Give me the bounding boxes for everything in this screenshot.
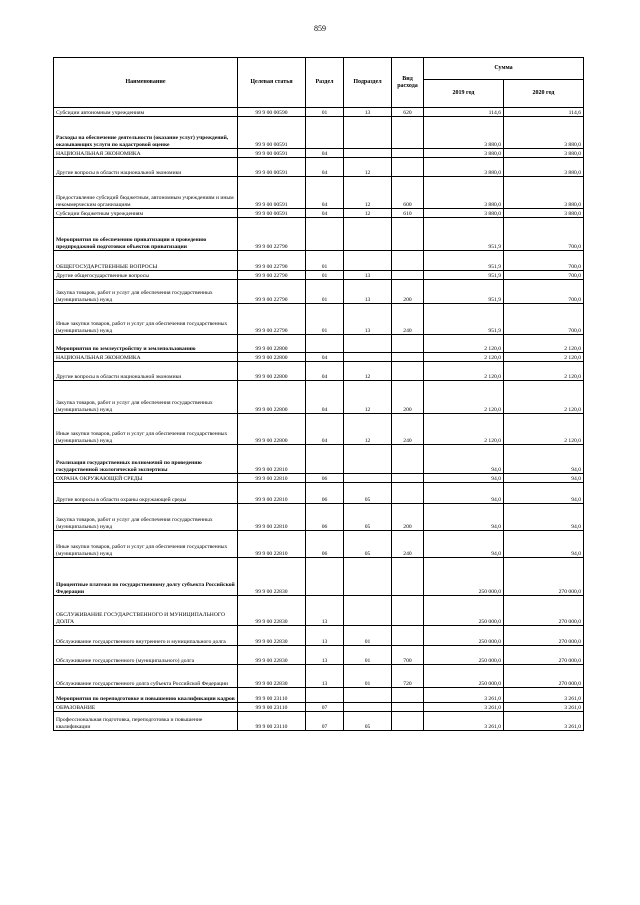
row-subsection: 12 [344,158,392,177]
table-row [54,108,584,117]
row-name: Другие вопросы в области национальной экономики [54,362,238,381]
table-row [54,474,584,483]
row-expense-type: 720 [392,665,424,688]
row-sum-2020: 94,0 [504,445,584,474]
row-name: Другие вопросы в области охраны окружающей среды [54,483,238,504]
row-sum-2019: 3 880,0 [424,149,504,158]
row-sum-2020: 94,0 [504,483,584,504]
table-row [54,531,584,558]
row-sum-2020: 94,0 [504,531,584,558]
row-section [306,117,344,149]
row-target-article: 99 9 00 22800 [238,381,306,414]
row-name: Закупка товаров, работ и услуг для обеспечения государственных (муниципальных) нужд [54,381,238,414]
row-expense-type [392,149,424,158]
row-sum-2020: 2 120,0 [504,381,584,414]
row-expense-type [392,158,424,177]
row-sum-2020: 3 880,0 [504,158,584,177]
row-subsection: 01 [344,665,392,688]
row-sum-2020: 270 000,0 [504,646,584,665]
row-sum-2019: 3 880,0 [424,177,504,209]
row-expense-type [392,362,424,381]
row-target-article: 99 9 00 00590 [238,108,306,117]
row-expense-type: 600 [392,177,424,209]
row-target-article: 99 9 00 22790 [238,280,306,304]
row-sum-2020: 3 880,0 [504,117,584,149]
row-sum-2019: 3 880,0 [424,117,504,149]
row-name: Закупка товаров, работ и услуг для обеспечения государственных (муниципальных) нужд [54,504,238,531]
header-target-article: Целевая статья [238,58,306,108]
table-row [54,688,584,703]
header-subsection: Подраздел [344,58,392,108]
row-sum-2020: 2 120,0 [504,353,584,362]
header-section: Раздел [306,58,344,108]
row-sum-2020: 700,0 [504,304,584,335]
row-sum-2019: 250 000,0 [424,558,504,596]
table-row [54,218,584,251]
row-sum-2019: 94,0 [424,504,504,531]
row-section: 04 [306,362,344,381]
row-sum-2019: 3 261,0 [424,688,504,703]
row-sum-2019: 94,0 [424,474,504,483]
row-subsection [344,703,392,712]
row-subsection [344,335,392,353]
row-section: 01 [306,280,344,304]
row-section: 01 [306,108,344,117]
table-row [54,251,584,271]
row-sum-2019: 114,6 [424,108,504,117]
row-sum-2020: 270 000,0 [504,626,584,646]
row-subsection: 05 [344,712,392,731]
row-name: Обслуживание государственного внутреннего и муниципального долга [54,626,238,646]
table-row [54,158,584,177]
row-section: 06 [306,474,344,483]
table-row [54,646,584,665]
row-subsection [344,149,392,158]
table-row [54,504,584,531]
row-target-article: 99 9 00 22800 [238,353,306,362]
row-name: Процентные платежи по государственному долгу субъекта Российской Федерации [54,558,238,596]
row-sum-2020: 2 120,0 [504,362,584,381]
row-section [306,335,344,353]
row-sum-2019: 250 000,0 [424,665,504,688]
row-subsection: 12 [344,414,392,445]
row-target-article: 99 9 00 22800 [238,362,306,381]
row-section: 04 [306,177,344,209]
row-subsection: 12 [344,177,392,209]
table-row [54,353,584,362]
row-target-article: 99 9 00 22800 [238,335,306,353]
row-name: Субсидии автономным учреждениям [54,108,238,117]
row-sum-2019: 3 261,0 [424,703,504,712]
row-target-article: 99 9 00 23110 [238,712,306,731]
table-row [54,117,584,149]
row-section: 04 [306,353,344,362]
table-row [54,209,584,218]
row-expense-type [392,445,424,474]
row-sum-2019: 250 000,0 [424,626,504,646]
row-expense-type: 240 [392,304,424,335]
row-name: Другие вопросы в области национальной экономики [54,158,238,177]
row-expense-type [392,596,424,626]
row-sum-2019: 951,9 [424,304,504,335]
row-sum-2019: 951,9 [424,251,504,271]
row-name: ОХРАНА ОКРУЖАЮЩЕЙ СРЕДЫ [54,474,238,483]
row-subsection: 01 [344,646,392,665]
table-row [54,626,584,646]
row-subsection [344,353,392,362]
row-name: Обслуживание государственного долга субъекта Российской Федерации [54,665,238,688]
row-target-article: 99 9 00 22790 [238,271,306,280]
row-sum-2019: 94,0 [424,531,504,558]
row-subsection [344,218,392,251]
row-subsection [344,474,392,483]
row-target-article: 99 9 00 22790 [238,251,306,271]
row-name: Мероприятия по переподготовке и повышению квалификации кадров [54,688,238,703]
row-section: 07 [306,712,344,731]
budget-table [53,57,584,731]
row-sum-2020: 270 000,0 [504,596,584,626]
table-row [54,712,584,731]
table-row [54,335,584,353]
row-expense-type: 700 [392,646,424,665]
table-row [54,149,584,158]
row-sum-2020: 94,0 [504,504,584,531]
table-row [54,177,584,209]
row-section: 13 [306,665,344,688]
row-name: НАЦИОНАЛЬНАЯ ЭКОНОМИКА [54,353,238,362]
table-row [54,558,584,596]
header-expense-type: Вид расхода [392,58,424,108]
row-name: Субсидии бюджетным учреждениям [54,209,238,218]
row-section [306,688,344,703]
row-subsection [344,558,392,596]
row-expense-type [392,703,424,712]
row-target-article: 99 9 00 23110 [238,703,306,712]
row-sum-2020: 700,0 [504,271,584,280]
row-name: ОБРАЗОВАНИЕ [54,703,238,712]
row-sum-2020: 3 880,0 [504,149,584,158]
row-section: 13 [306,596,344,626]
row-target-article: 99 9 00 22810 [238,445,306,474]
row-section [306,218,344,251]
row-sum-2020: 3 880,0 [504,209,584,218]
table-row [54,703,584,712]
table-row [54,665,584,688]
row-sum-2020: 270 000,0 [504,665,584,688]
row-target-article: 99 9 00 00591 [238,177,306,209]
row-name: Закупка товаров, работ и услуг для обеспечения государственных (муниципальных) нужд [54,280,238,304]
row-expense-type: 620 [392,108,424,117]
row-name: Мероприятия по землеустройству и землепользованию [54,335,238,353]
row-section: 06 [306,483,344,504]
row-section: 04 [306,209,344,218]
row-target-article: 99 9 00 00591 [238,117,306,149]
row-expense-type [392,271,424,280]
row-name: Иные закупки товаров, работ и услуг для обеспечения государственных (муниципальных) нужд [54,414,238,445]
row-name: Другие общегосударственные вопросы [54,271,238,280]
row-target-article: 99 9 00 00591 [238,158,306,177]
row-subsection: 13 [344,271,392,280]
row-sum-2020: 114,6 [504,108,584,117]
row-sum-2019: 951,9 [424,280,504,304]
row-section: 13 [306,626,344,646]
row-sum-2019: 951,9 [424,218,504,251]
table-row [54,596,584,626]
row-subsection [344,596,392,626]
row-target-article: 99 9 00 22800 [238,414,306,445]
row-name: Иные закупки товаров, работ и услуг для обеспечения государственных (муниципальных) нужд [54,304,238,335]
row-sum-2019: 2 120,0 [424,362,504,381]
header-year-2019: 2019 год [424,80,504,108]
row-target-article: 99 9 00 22830 [238,646,306,665]
row-sum-2019: 3 261,0 [424,712,504,731]
row-sum-2019: 250 000,0 [424,596,504,626]
row-sum-2019: 3 880,0 [424,158,504,177]
row-section: 01 [306,251,344,271]
row-sum-2019: 250 000,0 [424,646,504,665]
row-target-article: 99 9 00 00591 [238,209,306,218]
row-subsection: 13 [344,108,392,117]
table-row [54,414,584,445]
table-row [54,445,584,474]
row-section: 04 [306,149,344,158]
row-sum-2020: 2 120,0 [504,414,584,445]
header-year-2020: 2020 год [504,80,584,108]
header-sum: Сумма [424,58,584,80]
row-target-article: 99 9 00 22830 [238,596,306,626]
row-name: Реализация государственных полномочий по проведению государственной экологической экспертизы [54,445,238,474]
row-section: 04 [306,381,344,414]
table-row [54,362,584,381]
row-name: Предоставление субсидий бюджетным, автономным учреждениям и иным некоммерческим организациям [54,177,238,209]
row-expense-type: 200 [392,280,424,304]
row-name: Расходы на обеспечение деятельности (оказание услуг) учреждений, оказывающих услуги по кадастровой оценке [54,117,238,149]
row-subsection [344,251,392,271]
row-sum-2020: 3 261,0 [504,688,584,703]
row-target-article: 99 9 00 22830 [238,626,306,646]
row-subsection: 13 [344,280,392,304]
row-name: Обслуживание государственного (муниципального) долга [54,646,238,665]
row-sum-2019: 951,9 [424,271,504,280]
row-expense-type [392,688,424,703]
row-section: 06 [306,531,344,558]
row-sum-2020: 700,0 [504,218,584,251]
row-target-article: 99 9 00 00591 [238,149,306,158]
row-expense-type: 610 [392,209,424,218]
table-row [54,280,584,304]
row-expense-type [392,558,424,596]
row-sum-2020: 2 120,0 [504,335,584,353]
row-subsection: 01 [344,626,392,646]
row-target-article: 99 9 00 22810 [238,474,306,483]
row-sum-2020: 3 880,0 [504,177,584,209]
row-name: Иные закупки товаров, работ и услуг для обеспечения государственных (муниципальных) нужд [54,531,238,558]
row-target-article: 99 9 00 22790 [238,304,306,335]
row-sum-2020: 700,0 [504,251,584,271]
table-body [54,108,584,731]
row-section: 01 [306,271,344,280]
table-row [54,304,584,335]
row-section: 04 [306,414,344,445]
row-target-article: 99 9 00 23110 [238,688,306,703]
row-subsection: 05 [344,504,392,531]
row-target-article: 99 9 00 22830 [238,558,306,596]
row-expense-type: 200 [392,504,424,531]
row-sum-2019: 2 120,0 [424,335,504,353]
row-subsection: 12 [344,381,392,414]
row-section: 06 [306,504,344,531]
row-name: ОБЩЕГОСУДАРСТВЕННЫЕ ВОПРОСЫ [54,251,238,271]
row-expense-type [392,251,424,271]
row-sum-2019: 94,0 [424,445,504,474]
row-expense-type [392,626,424,646]
row-expense-type [392,117,424,149]
row-section: 07 [306,703,344,712]
page-number: 859 [314,24,326,33]
row-subsection: 05 [344,531,392,558]
row-target-article: 99 9 00 22790 [238,218,306,251]
row-subsection: 12 [344,362,392,381]
row-sum-2020: 3 261,0 [504,703,584,712]
row-subsection: 05 [344,483,392,504]
row-expense-type [392,712,424,731]
row-expense-type [392,335,424,353]
row-name: Профессиональная подготовка, переподготовка и повышение квалификации [54,712,238,731]
table-row [54,483,584,504]
row-section: 01 [306,304,344,335]
row-expense-type: 200 [392,381,424,414]
row-name: Мероприятия по обеспечению приватизации и проведению предпродажной подготовки объектов приватизации [54,218,238,251]
row-expense-type [392,474,424,483]
table-row [54,271,584,280]
row-expense-type [392,218,424,251]
row-subsection: 13 [344,304,392,335]
row-expense-type [392,353,424,362]
row-sum-2019: 94,0 [424,483,504,504]
row-sum-2020: 94,0 [504,474,584,483]
row-sum-2020: 700,0 [504,280,584,304]
row-section [306,445,344,474]
row-subsection [344,445,392,474]
row-section [306,558,344,596]
row-expense-type: 240 [392,414,424,445]
row-subsection: 12 [344,209,392,218]
row-expense-type: 240 [392,531,424,558]
row-sum-2019: 2 120,0 [424,353,504,362]
row-target-article: 99 9 00 22810 [238,531,306,558]
row-section: 04 [306,158,344,177]
row-sum-2019: 2 120,0 [424,381,504,414]
row-target-article: 99 9 00 22810 [238,504,306,531]
row-section: 13 [306,646,344,665]
row-target-article: 99 9 00 22830 [238,665,306,688]
row-sum-2019: 3 880,0 [424,209,504,218]
row-sum-2020: 3 261,0 [504,712,584,731]
row-subsection [344,117,392,149]
row-target-article: 99 9 00 22810 [238,483,306,504]
row-sum-2020: 270 000,0 [504,558,584,596]
row-expense-type [392,483,424,504]
header-name: Наименование [54,58,238,108]
row-sum-2019: 2 120,0 [424,414,504,445]
row-name: ОБСЛУЖИВАНИЕ ГОСУДАРСТВЕННОГО И МУНИЦИПАЛЬНОГО ДОЛГА [54,596,238,626]
row-name: НАЦИОНАЛЬНАЯ ЭКОНОМИКА [54,149,238,158]
row-subsection [344,688,392,703]
table-row [54,381,584,414]
